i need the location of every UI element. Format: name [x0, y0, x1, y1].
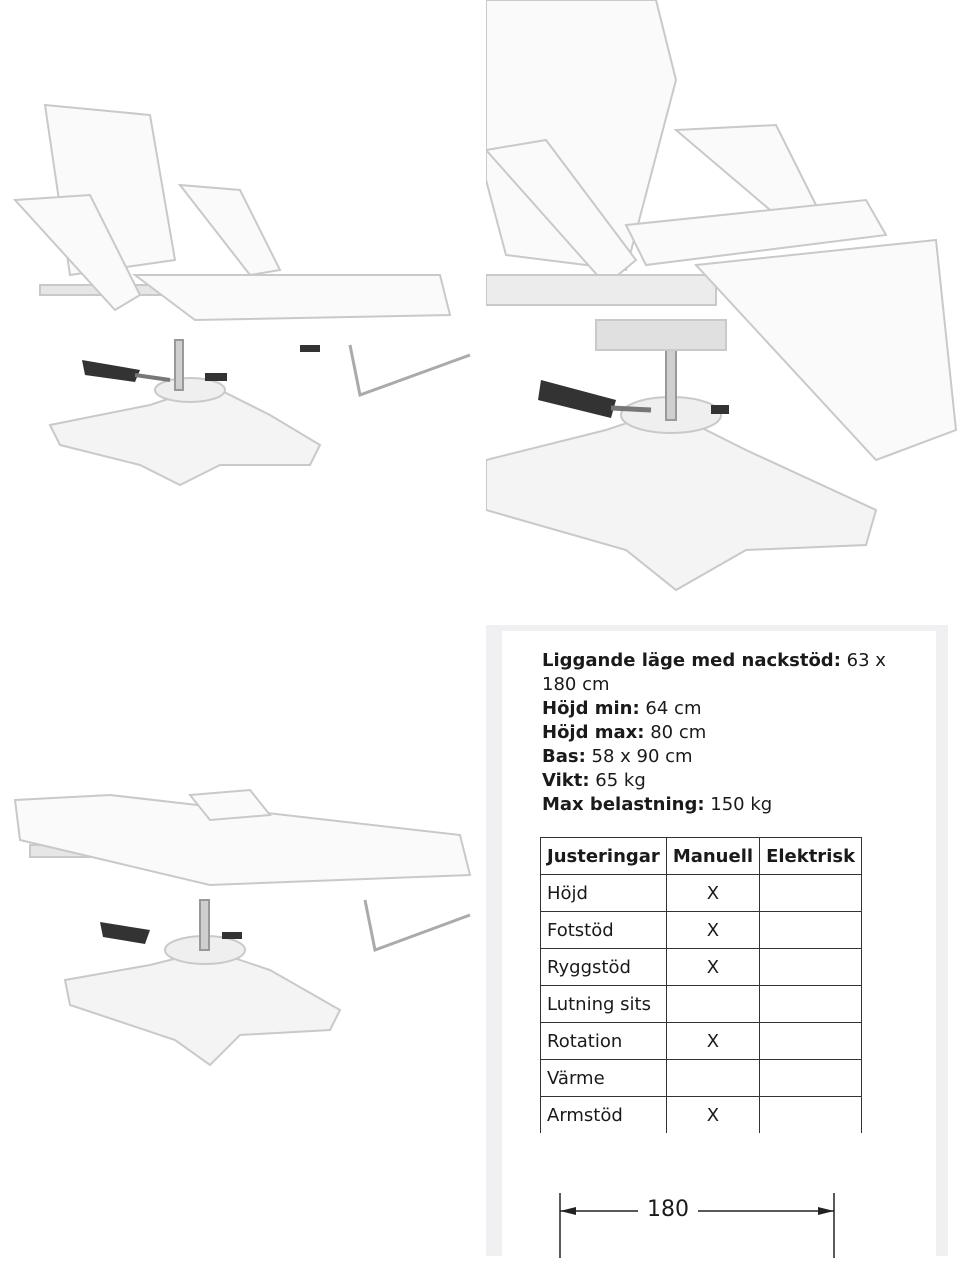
header-manual: Manuell	[666, 838, 759, 875]
dimension-arrow	[542, 1183, 852, 1263]
adjustments-table	[540, 837, 862, 1133]
table-row	[541, 912, 862, 949]
spec-list	[542, 649, 902, 817]
dimension-indicator	[542, 1183, 852, 1263]
electric-cell	[760, 875, 862, 912]
chair-photo-flat	[10, 780, 480, 1080]
row-label: Lutning sits	[541, 986, 667, 1023]
header-adjustments: Justeringar	[541, 838, 667, 875]
header-electric: Elektrisk	[760, 838, 862, 875]
row-label: Värme	[541, 1060, 667, 1097]
row-label: Höjd	[541, 875, 667, 912]
manual-cell	[666, 986, 759, 1023]
spec-panel	[486, 625, 948, 1256]
row-label: Ryggstöd	[541, 949, 667, 986]
spec-height-min: Höjd min: 64 cm	[542, 698, 702, 719]
dimension-value: 180	[638, 1197, 698, 1222]
manual-cell	[666, 1060, 759, 1097]
spec-height-max: Höjd max: 80 cm	[542, 722, 707, 743]
electric-cell	[760, 912, 862, 949]
table-row	[541, 986, 862, 1023]
manual-cell: X	[666, 949, 759, 986]
spec-weight: Vikt: 65 kg	[542, 770, 646, 791]
table-row	[541, 875, 862, 912]
row-label: Rotation	[541, 1023, 667, 1060]
manual-cell: X	[666, 1023, 759, 1060]
electric-cell	[760, 1060, 862, 1097]
electric-cell	[760, 949, 862, 986]
table-header-row	[541, 838, 862, 875]
chair-photo-side	[10, 85, 480, 515]
manual-cell: X	[666, 875, 759, 912]
table-row	[541, 1097, 862, 1134]
table-row	[541, 949, 862, 986]
electric-cell	[760, 1097, 862, 1134]
electric-cell	[760, 1023, 862, 1060]
row-label: Armstöd	[541, 1097, 667, 1134]
table-row	[541, 1023, 862, 1060]
manual-cell: X	[666, 912, 759, 949]
spec-lying-position: Liggande läge med nackstöd: 63 x 180 cm	[542, 650, 886, 695]
row-label: Fotstöd	[541, 912, 667, 949]
spec-base: Bas: 58 x 90 cm	[542, 746, 693, 767]
electric-cell	[760, 986, 862, 1023]
manual-cell: X	[666, 1097, 759, 1134]
table-row	[541, 1060, 862, 1097]
spec-max-load: Max belastning: 150 kg	[542, 794, 773, 815]
chair-photo-closeup	[486, 0, 960, 600]
